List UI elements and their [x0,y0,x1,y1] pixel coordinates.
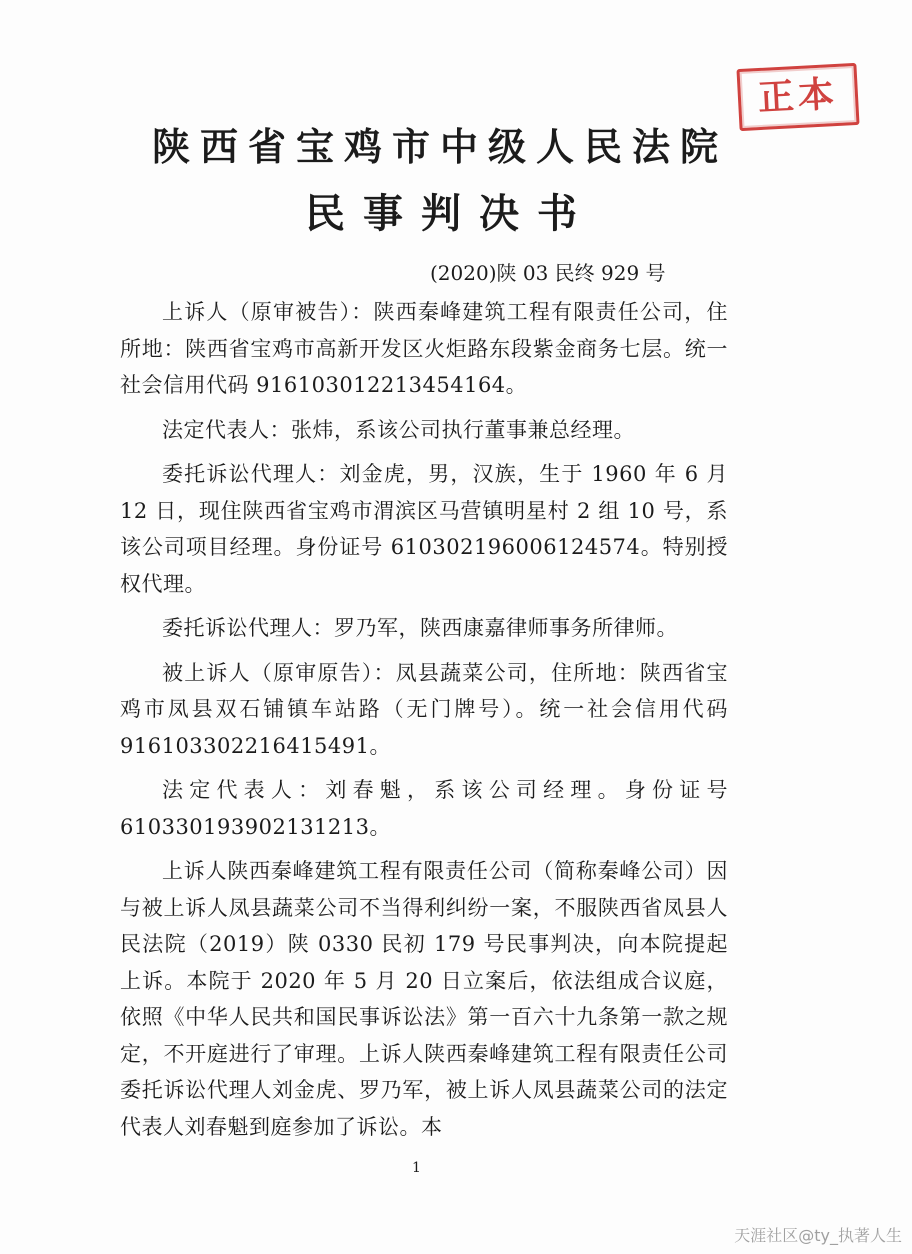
paragraph-agent-1: 委托诉讼代理人：刘金虎，男，汉族，生于 1960 年 6 月 12 日，现住陕西省宝鸡市渭滨区马营镇明星村 2 组 10 号，系该公司项目经理。身份证号 610302196006124574。特别授权代理。 [120,462,728,596]
paragraph-appellant: 上诉人（原审被告）：陕西秦峰建筑工程有限责任公司，住所地：陕西省宝鸡市高新开发区火炬路东段紫金商务七层。统一社会信用代码 916103012213454164。 [120,300,728,397]
paragraph-appellee-representative: 法定代表人：刘春魁，系该公司经理。身份证号 610330193902131213。 [120,778,728,839]
site-watermark: 天涯社区@ty_执著人生 [734,1226,902,1245]
court-name: 陕西省宝鸡市中级人民法院 [151,125,728,169]
original-copy-stamp: 正本 [736,63,859,131]
paragraph-case-summary: 上诉人陕西秦峰建筑工程有限责任公司（简称秦峰公司）因与被上诉人凤县蔬菜公司不当得利纠纷一案，不服陕西省凤县人民法院（2019）陕 0330 民初 179 号民事判决，向本院提起上诉。本院于 2020 年 5 月 20 日立案后，依法组成合议庭，依照《中华人民共和国民事诉讼法》第一百六十九条第一款之规定，不开庭进行了审理。上诉人陕西秦峰建筑工程有限责任公司委托诉讼代理人刘金虎、罗乃军，被上诉人凤县蔬菜公司的法定代表人刘春魁到庭参加了诉讼。本 [120,859,728,1139]
paragraph-appellee: 被上诉人（原审原告）：凤县蔬菜公司，住所地：陕西省宝鸡市凤县双石铺镇车站路（无门牌号）。统一社会信用代码 916103302216415491。 [120,660,728,758]
paragraph-appellant-representative: 法定代表人：张炜，系该公司执行董事兼总经理。 [162,417,635,442]
case-number: (2020)陕 03 民终 929 号 [430,261,666,285]
paragraph-agent-2: 委托诉讼代理人：罗乃军，陕西康嘉律师事务所律师。 [162,616,678,640]
document-title: 民事判决书 [305,191,595,237]
page-number: 1 [412,1160,421,1176]
judgment-body [120,294,728,1145]
